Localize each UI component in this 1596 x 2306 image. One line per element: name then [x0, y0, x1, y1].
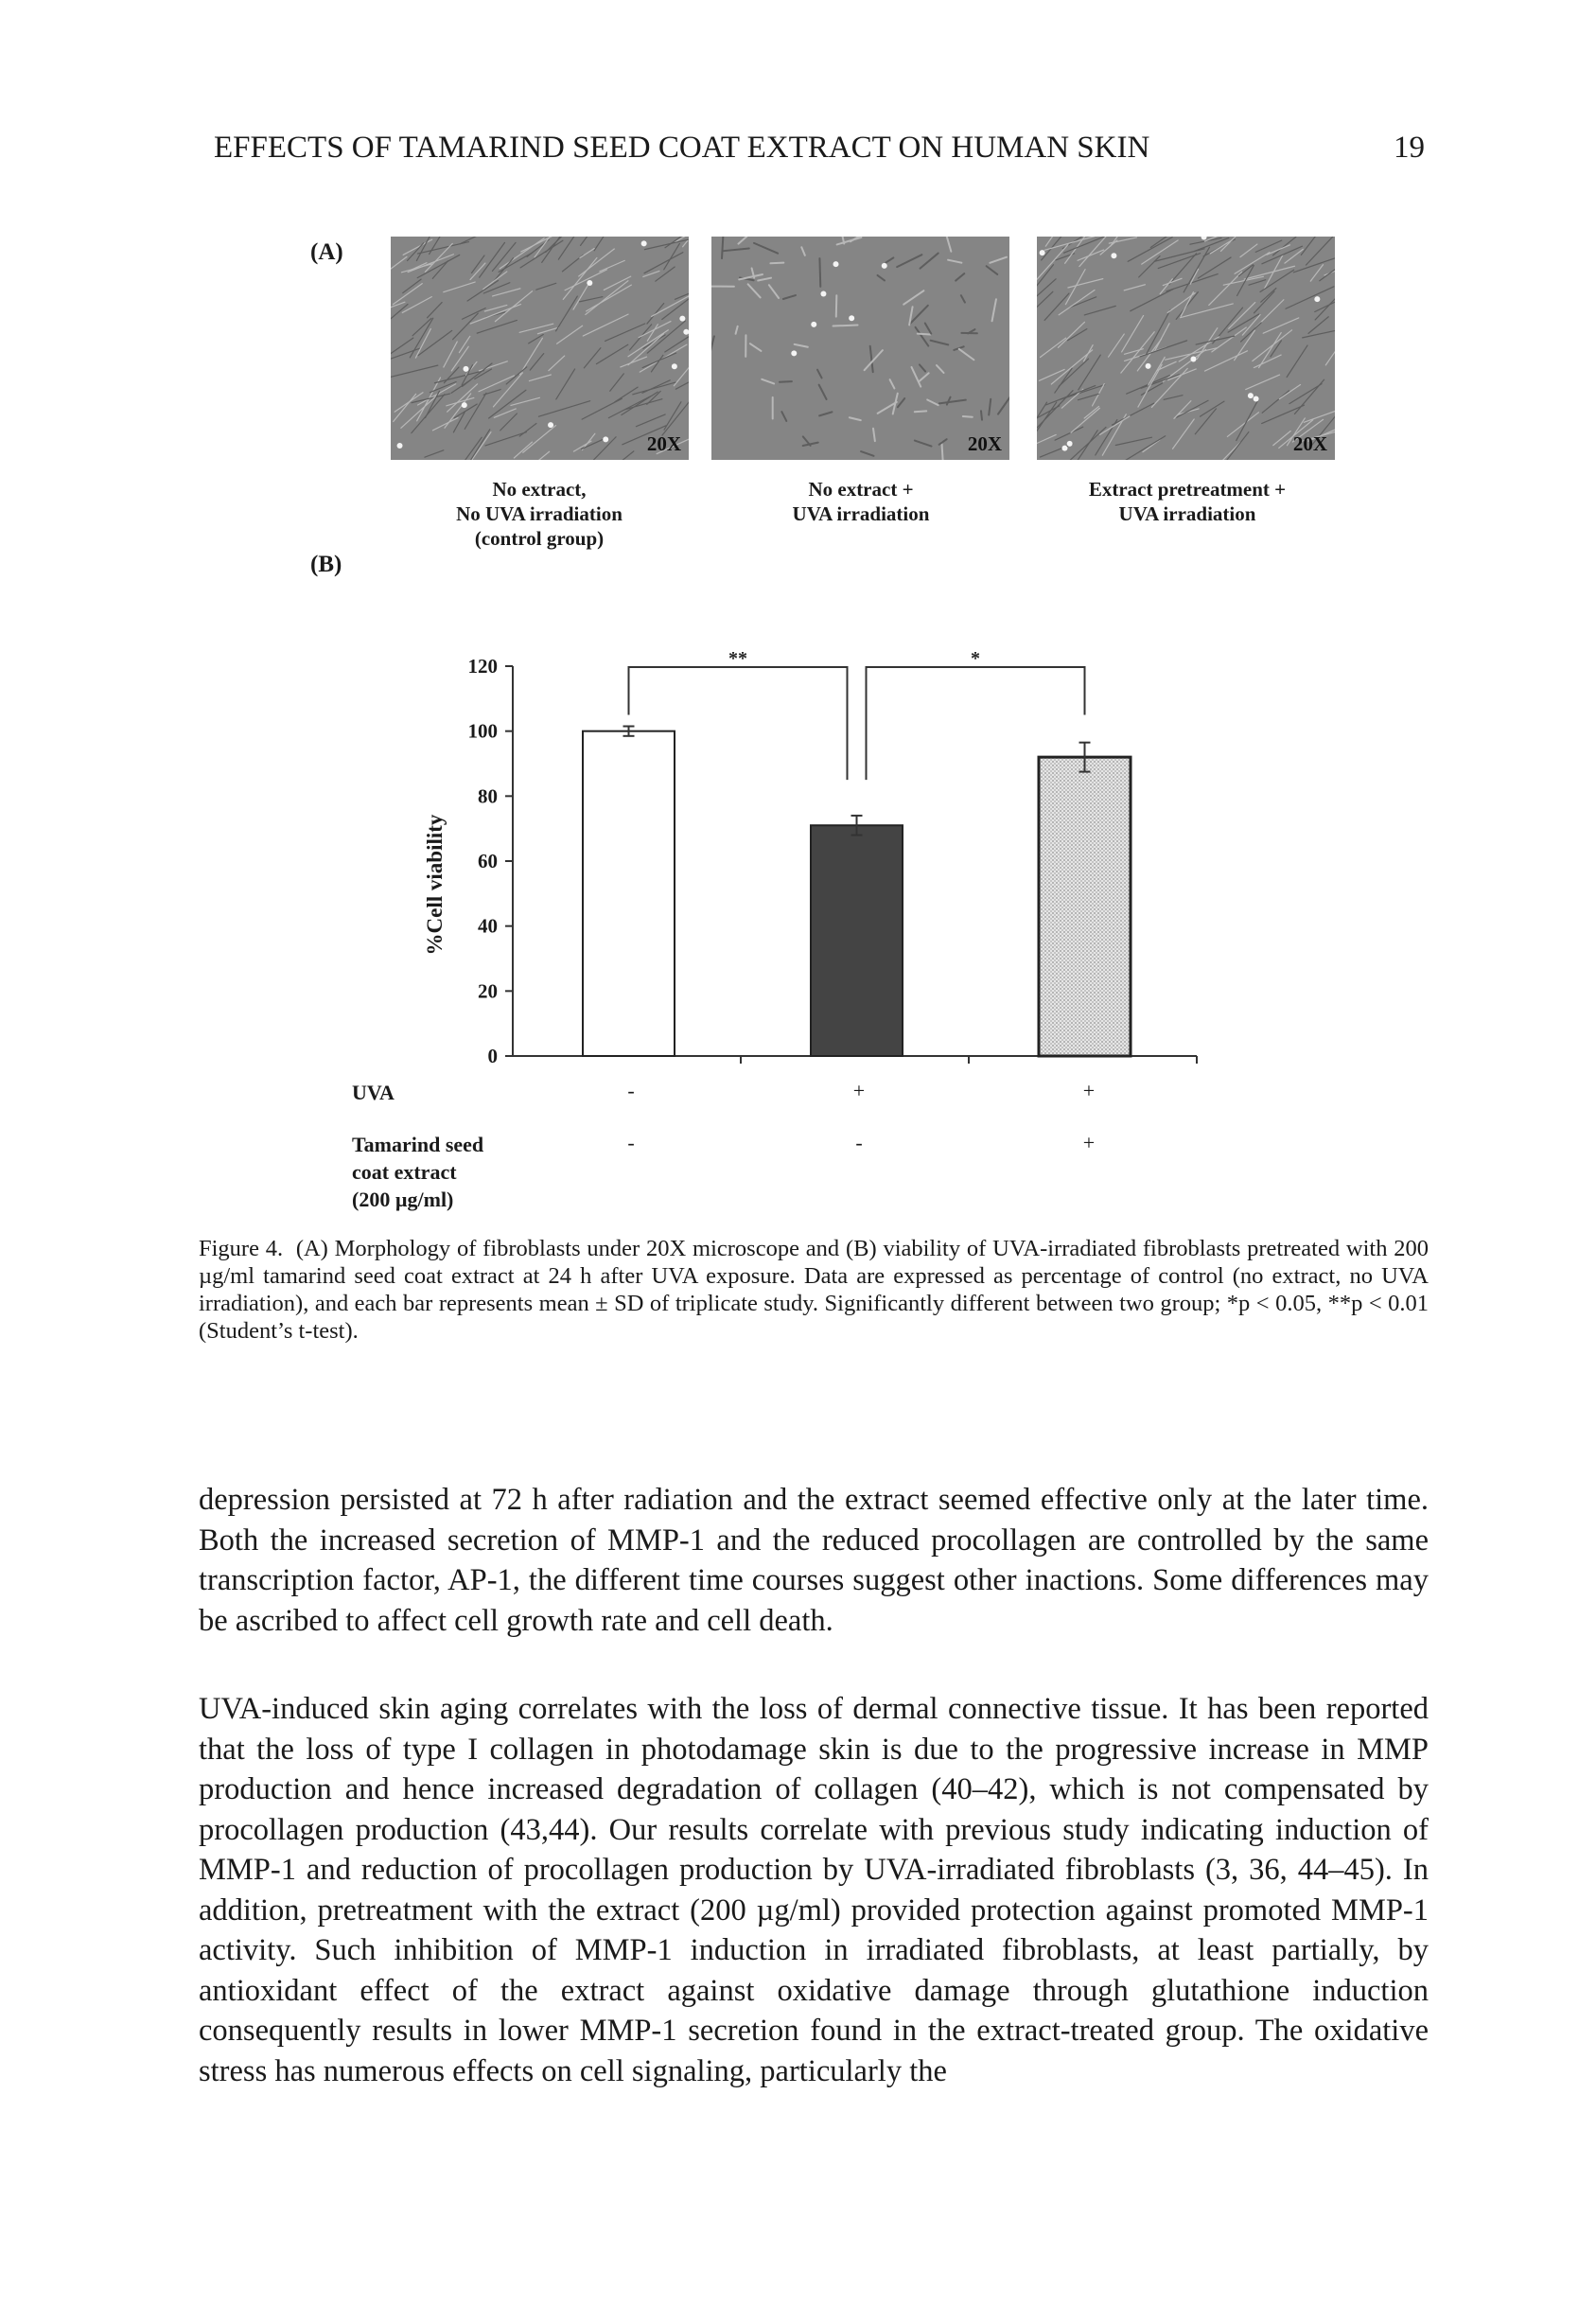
- bright-cell: [1067, 441, 1073, 447]
- magnification-label: 20X: [967, 432, 1002, 455]
- cell-shape: [819, 258, 820, 287]
- extract-label-line: (200 µg/ml): [352, 1188, 454, 1211]
- caption-line: UVA irradiation: [1118, 502, 1256, 525]
- micrograph-extract-uva: [1037, 237, 1335, 460]
- bar-1: [583, 731, 675, 1056]
- uva-sign: +: [1082, 1079, 1096, 1102]
- panel-b-label: (B): [310, 552, 342, 577]
- bright-cell: [1040, 250, 1045, 255]
- micrograph-caption-uva: [700, 477, 1022, 526]
- cell-shape: [918, 334, 931, 335]
- bright-cell: [587, 280, 592, 286]
- micrograph-image: [1037, 237, 1335, 460]
- bright-cell: [672, 363, 677, 369]
- cell-shape: [981, 411, 982, 419]
- y-tick-label: 40: [478, 914, 498, 938]
- uva-row-label: UVA: [352, 1081, 395, 1104]
- caption-line: Extract pretreatment +: [1088, 478, 1287, 501]
- cell-shape: [963, 416, 973, 417]
- micrograph-image: [711, 237, 1009, 460]
- caption-line: No extract,: [492, 478, 587, 501]
- caption-line: No extract +: [808, 478, 914, 501]
- y-tick-label: 0: [487, 1045, 498, 1067]
- bright-cell: [791, 350, 797, 356]
- bar-2: [811, 825, 903, 1056]
- bright-cell: [679, 316, 685, 322]
- panel-a-label: (A): [310, 239, 343, 265]
- significance-label: *: [971, 648, 980, 669]
- bright-cell: [463, 366, 468, 372]
- bar-3: [1039, 757, 1131, 1056]
- extract-sign: -: [627, 1131, 635, 1154]
- y-tick-label: 20: [478, 979, 498, 1003]
- cell-shape: [780, 381, 792, 382]
- y-tick-label: 80: [478, 784, 498, 808]
- cell-shape: [770, 263, 783, 264]
- bright-cell: [641, 240, 647, 246]
- micrograph-caption-extract-uva: [1026, 477, 1348, 526]
- uva-sign: -: [627, 1079, 635, 1102]
- y-tick-label: 120: [467, 655, 498, 678]
- extract-sign: -: [855, 1131, 863, 1154]
- micrograph-caption-control: [378, 477, 700, 551]
- page-number: 19: [1394, 131, 1425, 165]
- bright-cell: [397, 443, 403, 449]
- bright-cell: [820, 291, 826, 297]
- cell-shape: [833, 325, 858, 326]
- bright-cell: [1254, 396, 1259, 402]
- y-axis-label: %Cell viability: [423, 814, 447, 956]
- magnification-label: 20X: [1292, 432, 1327, 455]
- caption-line: (control group): [474, 527, 605, 550]
- extract-row-label: [352, 1131, 483, 1213]
- caption-line: UVA irradiation: [792, 502, 930, 525]
- micrograph-uva: [711, 237, 1009, 460]
- bright-cell: [1190, 357, 1196, 362]
- significance-bracket: [867, 667, 1085, 780]
- figure-label: Figure 4.: [199, 1236, 284, 1261]
- body-paragraph: UVA-induced skin aging correlates with the loss of dermal connective tissue. It has been reported that the loss of type I collagen in photodamage skin is due to the progressive increase in MMP production and hence increased degradation of collagen (40–42), which is not compensated by procollagen production (43,44). Our results correlate with previous study indicating induction of MMP-1 and reduction of procollagen production by UVA-irradiated fibroblasts (3, 36, 44–45). In addition, pretreatment with the extract (200 µg/ml) provided protection against promoted MMP-1 activity. Such inhibition of MMP-1 induction in irradiated fibroblasts, at least partially, by antioxidant effect of the extract against oxidative damage through glutathione induction consequently results in lower MMP-1 secretion found in the extract-treated group. The oxidative stress has numerous effects on cell signaling, particularly the: [199, 1692, 1429, 2088]
- bright-cell: [603, 436, 608, 442]
- extract-label-line: coat extract: [352, 1160, 457, 1184]
- bright-cell: [1061, 446, 1067, 451]
- micrograph-control: [391, 237, 689, 460]
- y-tick-label: 60: [478, 850, 498, 872]
- magnification-label: 20X: [646, 432, 681, 455]
- cell-shape: [941, 443, 942, 460]
- extract-sign: +: [1082, 1131, 1096, 1154]
- significance-bracket: [629, 667, 848, 780]
- figure-caption-text: (A) Morphology of fibroblasts under 20X microscope and (B) viability of UVA-irradiated fibroblasts pretreated with 200 µg/ml tamarind seed coat extract at 24 h after UVA exposure. Data are expressed as percentage of control (no extract, no UVA irradiation), and each bar represents mean ± SD of triplicate study. Significantly different between two group; *p < 0.05, **p < 0.01 (Student’s t-test).: [199, 1236, 1429, 1344]
- bright-cell: [833, 261, 839, 267]
- running-head-title: EFFECTS OF TAMARIND SEED COAT EXTRACT ON HUMAN SKIN: [214, 131, 1150, 165]
- extract-label-line: Tamarind seed: [352, 1133, 484, 1156]
- bright-cell: [1146, 363, 1151, 369]
- bright-cell: [811, 322, 816, 327]
- bright-cell: [1248, 393, 1254, 398]
- figure-caption: [199, 1235, 1429, 1345]
- significance-label: **: [728, 648, 747, 669]
- cell-shape: [915, 411, 926, 412]
- bright-cell: [1314, 296, 1320, 302]
- body-paragraph: depression persisted at 72 h after radiation and the extract seemed effective only at the later time. Both the increased secretion of MMP-1 and the reduced procollagen are controlled by the same transcription factor, AP-1, the different time courses suggest other inactions. Some differences may be ascribed to affect cell growth rate and cell death.: [199, 1483, 1429, 1638]
- micrograph-image: [391, 237, 689, 460]
- bright-cell: [1111, 253, 1116, 258]
- y-tick-label: 100: [467, 719, 498, 743]
- bright-cell: [548, 422, 553, 428]
- caption-line: No UVA irradiation: [456, 502, 623, 525]
- cell-shape: [836, 295, 837, 316]
- bright-cell: [462, 402, 467, 408]
- bright-cell: [882, 263, 887, 269]
- uva-sign: +: [852, 1079, 866, 1102]
- bright-cell: [849, 315, 854, 321]
